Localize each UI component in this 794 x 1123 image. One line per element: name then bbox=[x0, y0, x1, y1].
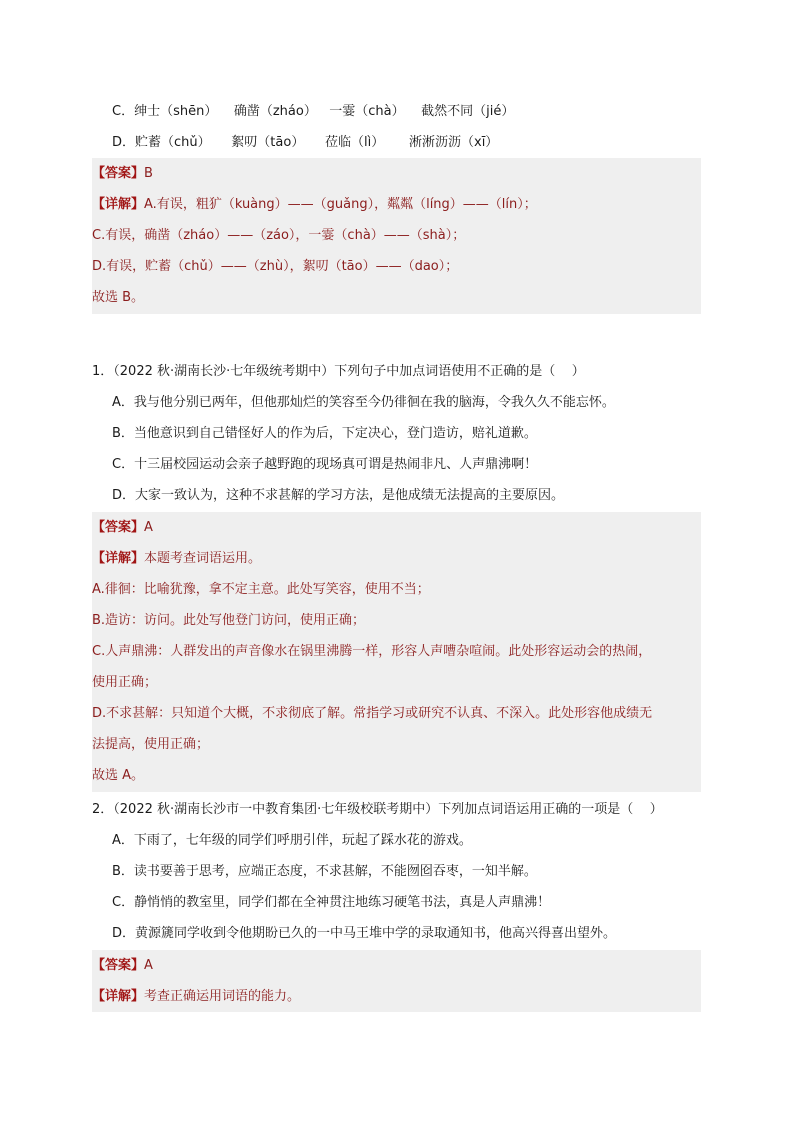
detail-line: 法提高，使用正确； bbox=[92, 737, 210, 752]
q1-option-d: D．大家一致认为，这种不求甚解的学习方法，是他成绩无法提高的主要原因。 bbox=[112, 488, 565, 503]
option-c: C．绅士（shēn） 确凿（zháo） 一霎（chà） 截然不同（jié） bbox=[112, 104, 515, 119]
detail-tag: 【详解】 bbox=[92, 989, 145, 1004]
detail-line: D.不求甚解：只知道个大概，不求彻底了解。常指学习或研究不认真、不深入。此处形容他成绩无 bbox=[92, 706, 653, 721]
detail-line: C.人声鼎沸：人群发出的声音像水在锅里沸腾一样，形容人声嘈杂喧闹。此处形容运动会的热闹， bbox=[92, 644, 652, 659]
detail-line: C.有误，确凿（zháo）——（záo），一霎（chà）——（shà）； bbox=[92, 228, 466, 243]
q2-option-c: C．静悄悄的教室里，同学们都在全神贯注地练习硬笔书法，真是人声鼎沸！ bbox=[112, 895, 551, 910]
detail-tag: 【详解】 bbox=[92, 197, 145, 212]
question-2-stem: 2．（2022 秋·湖南长沙市一中教育集团·七年级校联考期中）下列加点词语运用正确的一项是（ ） bbox=[92, 802, 663, 817]
answer-tag: 【答案】 bbox=[92, 958, 145, 973]
q1-option-b: B．当他意识到自己错怪好人的作为后，下定决心，登门造访，赔礼道歉。 bbox=[112, 426, 537, 441]
detail-text: A.有误，粗犷（kuàng）——（guǎng），粼粼（líng）——（lín）； bbox=[144, 197, 537, 212]
q2-option-d: D．黄源篪同学收到令他期盼已久的一中马王堆中学的录取通知书，他高兴得喜出望外。 bbox=[112, 926, 617, 941]
detail-line bbox=[92, 195, 537, 215]
question-1-stem: 1．（2022 秋·湖南长沙·七年级统考期中）下列句子中加点词语使用不正确的是（ ） bbox=[92, 364, 585, 379]
answer-line bbox=[92, 956, 153, 976]
answer-tag: 【答案】 bbox=[92, 520, 145, 535]
answer-value: A bbox=[144, 958, 153, 973]
q1-option-a: A．我与他分别已两年，但他那灿烂的笑容至今仍徘徊在我的脑海，令我久久不能忘怀。 bbox=[112, 395, 615, 410]
answer-line bbox=[92, 518, 153, 538]
detail-line bbox=[92, 987, 300, 1007]
detail-line: B.造访：访问。此处写他登门访问，使用正确； bbox=[92, 613, 366, 628]
answer-value: B bbox=[144, 166, 153, 181]
answer-value: A bbox=[144, 520, 153, 535]
detail-text: 本题考查词语运用。 bbox=[144, 551, 262, 566]
detail-text: 考查正确运用词语的能力。 bbox=[144, 989, 301, 1004]
detail-line: A.徘徊：比喻犹豫，拿不定主意。此处写笑容，使用不当； bbox=[92, 582, 430, 597]
q2-option-b: B．读书要善于思考，应端正态度，不求甚解，不能囫囵吞枣，一知半解。 bbox=[112, 864, 537, 879]
answer-line bbox=[92, 164, 153, 184]
answer-block-0 bbox=[92, 158, 701, 314]
detail-tag: 【详解】 bbox=[92, 551, 145, 566]
answer-tag: 【答案】 bbox=[92, 166, 145, 181]
q1-option-c: C．十三届校园运动会亲子越野跑的现场真可谓是热闹非凡、人声鼎沸啊！ bbox=[112, 457, 538, 472]
q2-option-a: A．下雨了，七年级的同学们呼朋引伴，玩起了踩水花的游戏。 bbox=[112, 833, 472, 848]
answer-block-1 bbox=[92, 512, 701, 792]
answer-block-2 bbox=[92, 950, 701, 1012]
detail-line bbox=[92, 549, 261, 569]
detail-line: 故选 A。 bbox=[92, 768, 145, 783]
detail-line: 使用正确； bbox=[92, 675, 158, 690]
option-d: D．贮蓄（chǔ） 絮叨（tāo） 莅临（lì） 淅淅沥沥（xī） bbox=[112, 135, 499, 150]
detail-line: 故选 B。 bbox=[92, 290, 145, 305]
detail-line: D.有误，贮蓄（chǔ）——（zhù），絮叨（tāo）——（dao）； bbox=[92, 259, 459, 274]
